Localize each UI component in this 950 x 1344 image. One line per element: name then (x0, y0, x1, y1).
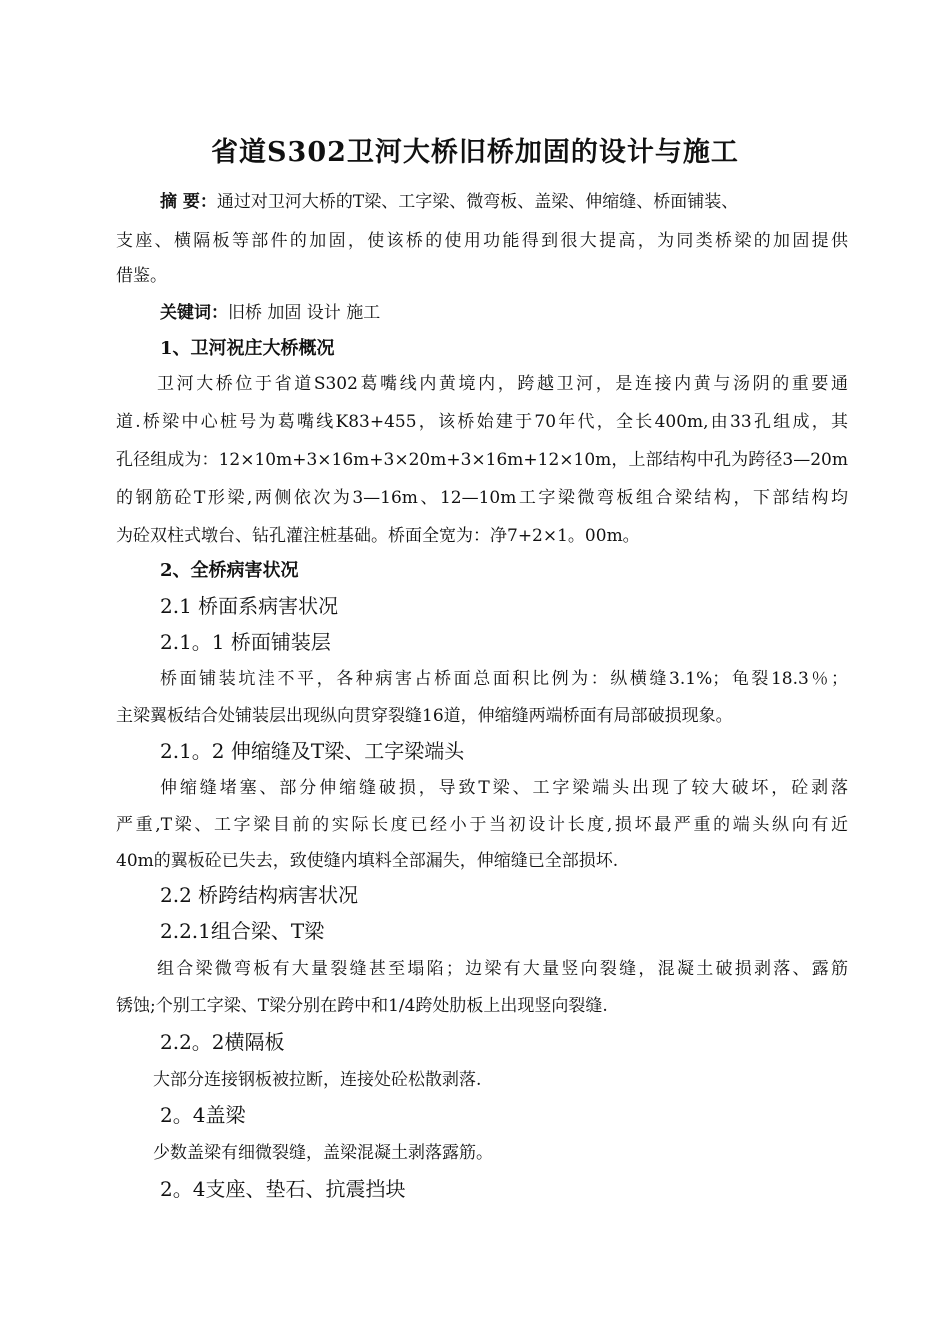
section-2-2-1-paragraph-line: 锈蚀;个别工字梁、T梁分别在跨中和1/4跨处肋板上出现竖向裂缝. (116, 996, 608, 1016)
section-1-heading: 1、卫河祝庄大桥概况 (160, 338, 335, 359)
section-2-1-1-paragraph-line: 桥面铺装坑洼不平，各种病害占桥面总面积比例为：纵横缝3.1%；龟裂18.3％； (160, 669, 848, 689)
section-2-1-2-paragraph-line: 40m的翼板砼已失去，致使缝内填料全部漏失，伸缩缝已全部损坏. (116, 851, 619, 871)
section-2-2-heading: 2.2 桥跨结构病害状况 (160, 883, 359, 907)
section-1-paragraph-line: 的钢筋砼T形梁,两侧依次为3—16m、12—10m工字梁微弯板组合梁结构，下部结构均 (116, 488, 848, 508)
abstract-text-line-1: 通过对卫河大桥的T梁、工字梁、微弯板、盖梁、伸缩缝、桥面铺装、 (216, 192, 739, 212)
section-2-4-bearing-heading: 2。4支座、垫石、抗震挡块 (160, 1177, 406, 1201)
section-2-2-1-paragraph-line: 组合梁微弯板有大量裂缝甚至塌陷；边梁有大量竖向裂缝，混凝土破损剥落、露筋 (157, 959, 848, 979)
section-2-1-1-heading: 2.1。1 桥面铺装层 (160, 630, 331, 654)
abstract-first-line (160, 190, 738, 214)
section-2-1-2-heading: 2.1。2 伸缩缝及T梁、工字梁端头 (160, 739, 465, 763)
abstract-label: 摘 要： (160, 192, 217, 212)
section-2-2-2-heading: 2.2。2横隔板 (160, 1030, 285, 1054)
section-2-4-cap-beam-paragraph: 少数盖梁有细微裂缝，盖梁混凝土剥落露筋。 (153, 1143, 493, 1163)
section-2-1-heading: 2.1 桥面系病害状况 (160, 594, 339, 618)
section-2-2-1-heading: 2.2.1组合梁、T梁 (160, 919, 325, 943)
section-2-1-2-paragraph-line: 严重,T梁、工字梁目前的实际长度已经小于当初设计长度,损坏最严重的端头纵向有近 (116, 815, 848, 835)
section-2-4-cap-beam-heading: 2。4盖梁 (160, 1103, 246, 1127)
section-1-paragraph-line: 卫河大桥位于省道S302葛嘴线内黄境内，跨越卫河，是连接内黄与汤阴的重要通 (157, 374, 848, 394)
keywords-line (160, 301, 380, 325)
document-title: 省道S302卫河大桥旧桥加固的设计与施工 (211, 137, 739, 168)
section-2-2-2-paragraph: 大部分连接钢板被拉断，连接处砼松散剥落. (153, 1070, 482, 1090)
section-1-paragraph-line: 为砼双柱式墩台、钻孔灌注桩基础。桥面全宽为：净7+2×1。00m。 (116, 526, 640, 546)
section-1-paragraph-line: 道.桥梁中心桩号为葛嘴线K83+455，该桥始建于70年代，全长400m,由33孔组成，其 (116, 412, 848, 432)
abstract-text-line-2: 支座、横隔板等部件的加固，使该桥的使用功能得到很大提高，为同类桥梁的加固提供 (116, 231, 848, 251)
abstract-text-line-3: 借鉴。 (116, 266, 167, 286)
section-2-1-1-paragraph-line: 主梁翼板结合处铺装层出现纵向贯穿裂缝16道，伸缩缝两端桥面有局部破损现象。 (116, 706, 733, 726)
section-1-paragraph-line: 孔径组成为：12×10m+3×16m+3×20m+3×16m+12×10m，上部结构中孔为跨径3—20m (116, 450, 848, 470)
section-2-heading: 2、全桥病害状况 (160, 560, 299, 581)
keywords-label: 关键词： (160, 303, 228, 323)
keywords-text: 旧桥 加固 设计 施工 (228, 303, 381, 323)
section-2-1-2-paragraph-line: 伸缩缝堵塞、部分伸缩缝破损，导致T梁、工字梁端头出现了较大破坏，砼剥落 (160, 778, 848, 798)
